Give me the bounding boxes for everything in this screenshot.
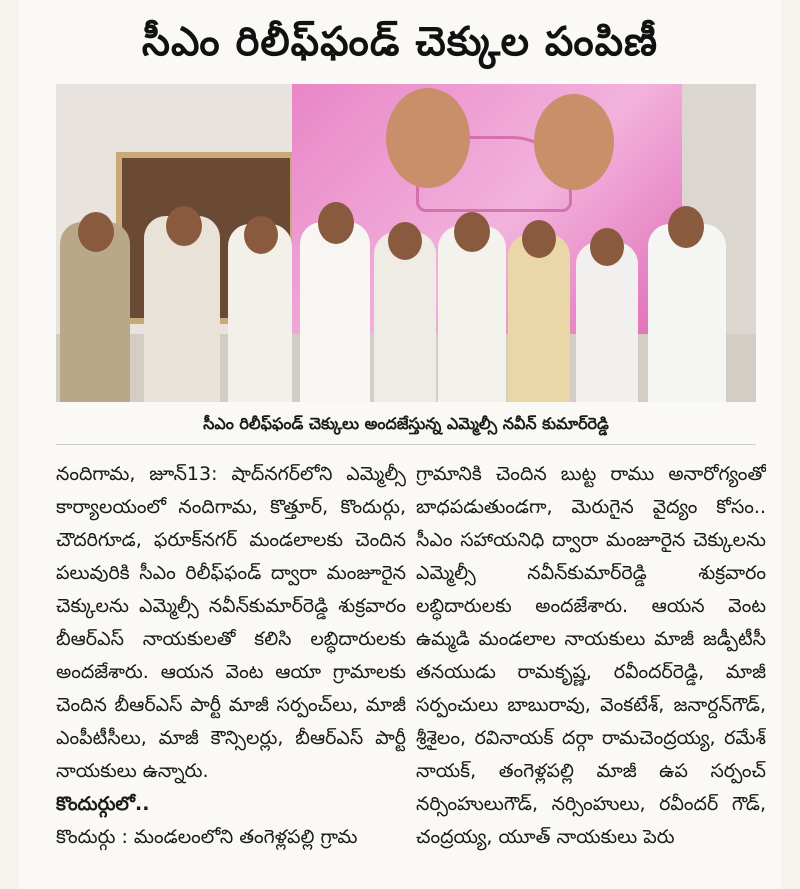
article-paragraph: గ్రామానికి చెందిన బుట్ట రాము అనారోగ్యంతో బాధపడుతుండగా, మెరుగైన వైద్యం కోసం.. సీఎం సహాయనిధి ద్వారా మంజూరైన చెక్కులను ఎమ్మెల్సీ నవీన్‌కుమార్‌రెడ్డి శుక్రవారం లబ్ధిదారులకు అందజేశారు. ఆయన వెంట ఉమ్మడి మండలాల నాయకులు మాజీ జడ్పీటీసీ తనయుడు రామకృష్ణ, రవీందర్‌రెడ్డి, మాజీ సర్పంచులు బాబురావు, వెంకటేశ్, జనార్దన్‌గౌడ్, శ్రీశైలం, రవినాయక్ దర్గా రామచెంద్రయ్య, రమేశ్ నాయక్, తంగెళ్లపల్లి మాజీ ఉప సర్పంచ్ నర్సింహులుగౌడ్, నర్సింహులు, రవీందర్ గౌడ్, చంద్రయ్య, యూత్ నాయకులు పెరు xyxy=(416,463,766,848)
banner-portrait-right xyxy=(534,94,614,190)
group-person-head xyxy=(244,216,278,254)
article-paragraph: కొందుర్గు : మండలంలోని తంగెళ్లపల్లి గ్రామ xyxy=(56,826,358,848)
banner-portrait-left xyxy=(386,88,470,188)
group-person-head xyxy=(166,206,202,246)
photo-caption: సీఎం రిలీఫ్‌ఫండ్ చెక్కులు అందజేస్తున్న ఎమ్మెల్సీ నవీన్ కుమార్‌రెడ్డి xyxy=(56,404,756,445)
group-person-head xyxy=(388,222,422,260)
newspaper-clipping xyxy=(18,0,782,889)
group-person xyxy=(508,234,570,402)
group-person-head xyxy=(78,212,114,252)
article-paragraph: నందిగామ, జూన్13: షాద్‌నగర్‌లోని ఎమ్మెల్సీ కార్యాలయంలో నందిగామ, కొత్తూర్, కొందుర్గు, చౌదరిగూడ, ఫరూక్‌నగర్ మండలాలకు చెందిన పలువురికి సీఎం రిలీఫ్‌ఫండ్ ద్వారా మంజూరైన చెక్కులను ఎమ్మెల్సీ నవీన్‌కుమార్‌రెడ్డి శుక్రవారం బీఆర్ఎస్ నాయకులతో కలిసి లబ్ధిదారులకు అందజేశారు. ఆయన వెంట ఆయా గ్రామాలకు చెందిన బీఆర్ఎస్ పార్టీ మాజీ సర్పంచ్‌లు, మాజీ ఎంపీటీసీలు, మాజీ కౌన్సిలర్లు, బీఆర్ఎస్ పార్టీ నాయకులు ఉన్నారు. xyxy=(56,463,406,782)
headline: సీఎం రిలీఫ్‌ఫండ్ చెక్కుల పంపిణీ xyxy=(141,19,659,65)
group-person xyxy=(300,222,370,402)
news-photo xyxy=(56,84,756,402)
group-person-head xyxy=(590,228,624,266)
group-person-head xyxy=(668,206,704,248)
group-person xyxy=(576,242,638,402)
group-person-head xyxy=(454,212,490,252)
article-column-left xyxy=(56,458,406,889)
group-person-head xyxy=(318,202,354,244)
article-subhead: కొందుర్గులో.. xyxy=(56,793,150,815)
group-person xyxy=(438,226,506,402)
group-person-head xyxy=(522,220,556,258)
article-column-right xyxy=(416,458,766,889)
group-person xyxy=(648,224,726,402)
